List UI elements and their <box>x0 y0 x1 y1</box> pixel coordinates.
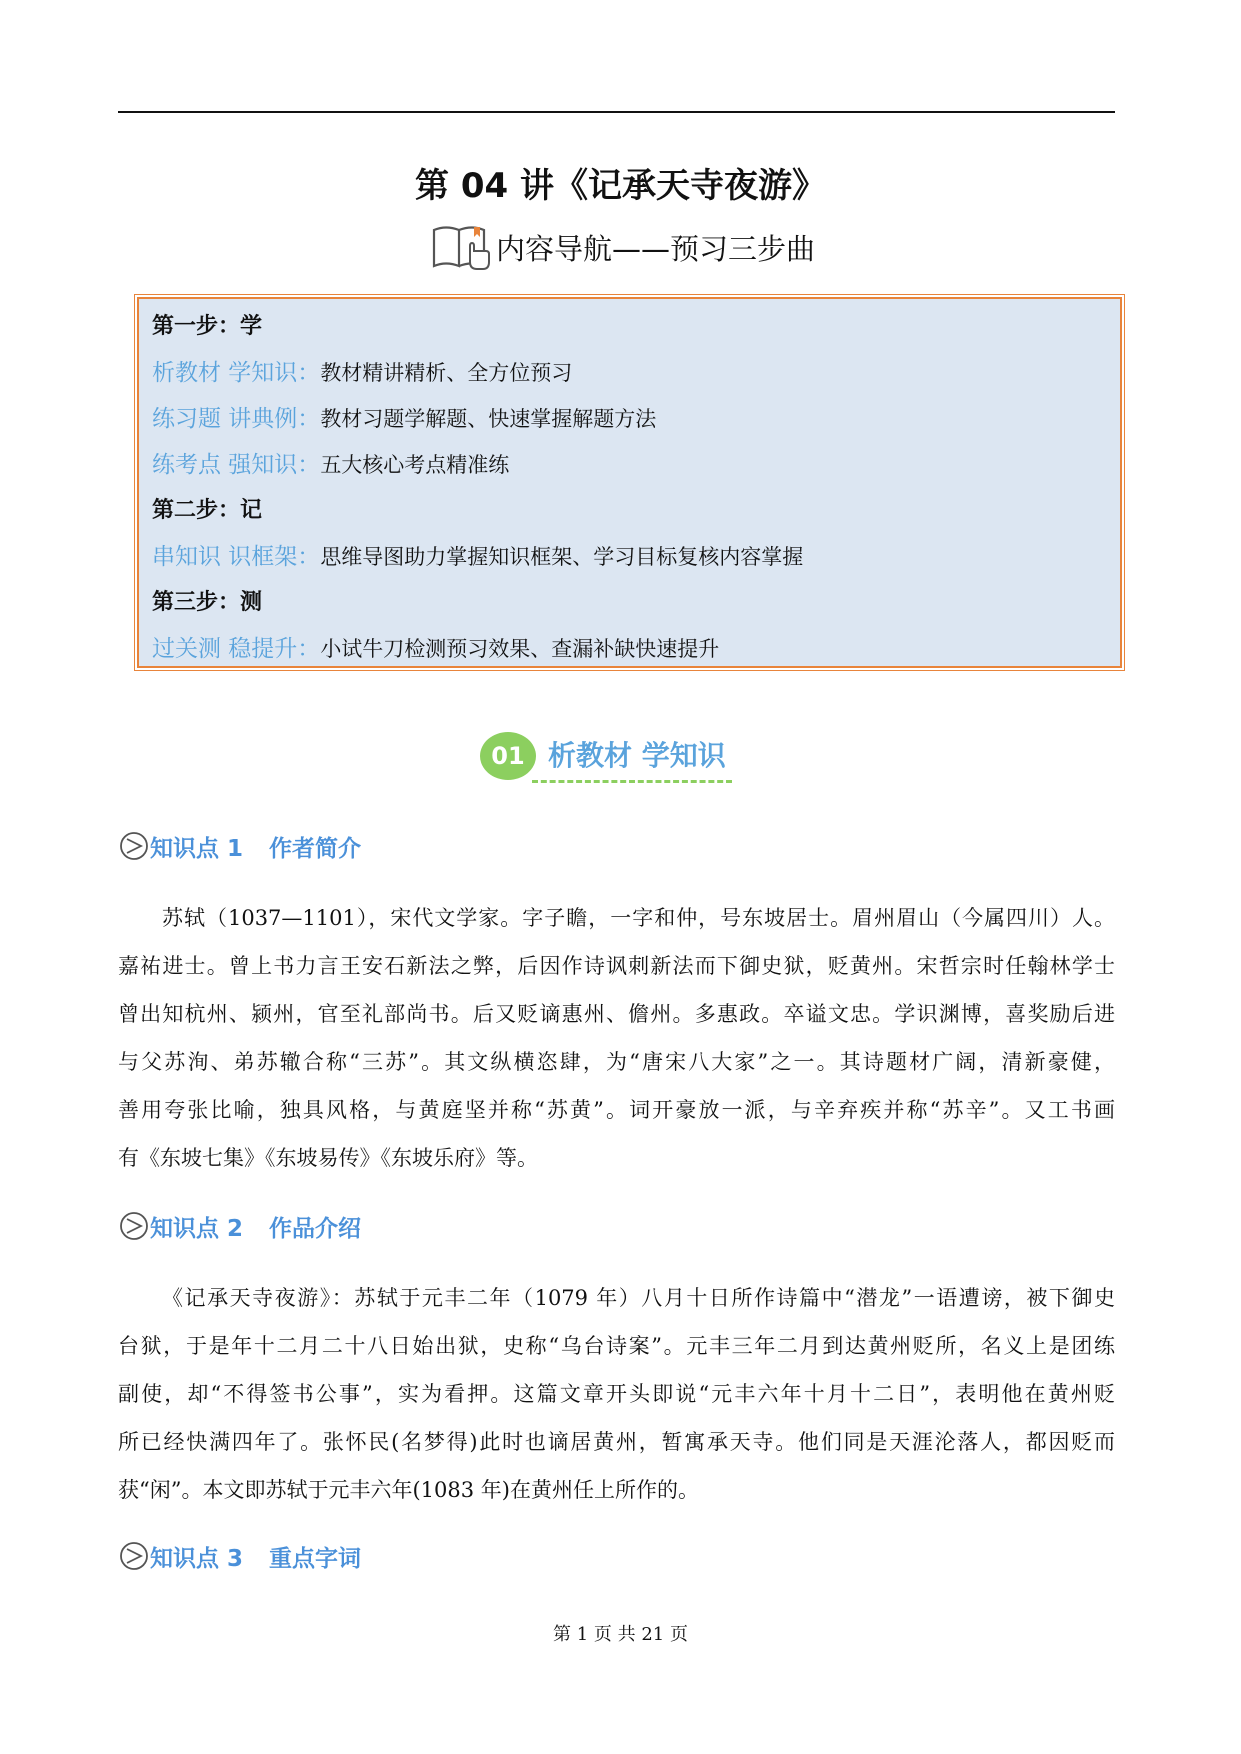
page-title: 第 04 讲《记承天寺夜游》 <box>415 166 826 206</box>
knowledge-point-label: 知识点 2 <box>150 1215 244 1242</box>
top-rule <box>118 111 1115 113</box>
step-item <box>152 629 719 669</box>
step-heading: 第一步：学 <box>152 314 263 339</box>
arrow-circle-icon <box>118 830 150 862</box>
step-item <box>152 445 509 485</box>
preview-steps-box <box>137 297 1122 668</box>
section-badge <box>480 728 760 788</box>
book-pointer-icon <box>430 222 492 272</box>
step-item-desc: 思维导图助力掌握知识框架、学习目标复核内容掌握 <box>320 545 804 569</box>
author-intro-paragraph <box>118 894 1115 1182</box>
section-underline <box>532 780 732 783</box>
step-item-key: 练习题 讲典例： <box>152 406 321 432</box>
paragraph-line: 所已经快满四年了。张怀民(名梦得)此时也谪居黄州，暂寓承天寺。他们同是天涯沦落人，都因贬而 <box>118 1430 1115 1454</box>
knowledge-point-heading <box>118 1536 361 1576</box>
step-item-desc: 教材精讲精析、全方位预习 <box>320 361 573 385</box>
paragraph-line: 苏轼（1037—1101），宋代文学家。字子瞻，一字和仲，号东坡居士。眉州眉山（今属四川）人。 <box>162 906 1115 930</box>
knowledge-point-label: 知识点 1 <box>150 835 244 862</box>
paragraph-line: 副使，却“不得签书公事”，实为看押。这篇文章开头即说“元丰六年十月十二日”，表明他在黄州贬 <box>118 1382 1115 1406</box>
paragraph-line: 有《东坡七集》《东坡易传》《东坡乐府》等。 <box>118 1146 538 1170</box>
paragraph-line: 《记承天寺夜游》：苏轼于元丰二年（1079 年）八月十日所作诗篇中“潜龙”一语遭谤，被下御史 <box>162 1286 1115 1310</box>
section-number: 01 <box>480 732 536 780</box>
paragraph-line: 嘉祐进士。曾上书力言王安石新法之弊，后因作诗讽刺新法而下御史狱，贬黄州。宋哲宗时任翰林学士 <box>118 954 1115 978</box>
page-footer: 第 1 页 共 21 页 <box>553 1624 688 1645</box>
step-heading: 第二步：记 <box>152 498 263 523</box>
knowledge-point-title: 作者简介 <box>269 835 362 862</box>
paragraph-line: 台狱，于是年十二月二十八日始出狱，史称“乌台诗案”。元丰三年二月到达黄州贬所，名义上是团练 <box>118 1334 1115 1358</box>
step-item <box>152 537 803 577</box>
knowledge-point-heading <box>118 1206 361 1246</box>
step-item-key: 过关测 稳提升： <box>152 636 321 662</box>
paragraph-line: 与父苏洵、弟苏辙合称“三苏”。其文纵横恣肆，为“唐宋八大家”之一。其诗题材广阔，清新豪健， <box>118 1050 1115 1074</box>
step-item <box>152 399 656 439</box>
step-item-key: 析教材 学知识： <box>152 360 321 386</box>
nav-heading-text: 内容导航——预习三步曲 <box>496 231 816 266</box>
step-item-desc: 五大核心考点精准练 <box>320 453 510 477</box>
step-item-key: 练考点 强知识： <box>152 452 321 478</box>
step-item <box>152 353 572 393</box>
step-item-desc: 教材习题学解题、快速掌握解题方法 <box>320 407 657 431</box>
paragraph-line: 善用夸张比喻，独具风格，与黄庭坚并称“苏黄”。词开豪放一派，与辛弃疾并称“苏辛”。又工书画 <box>118 1098 1115 1122</box>
knowledge-point-heading <box>118 826 361 866</box>
work-intro-paragraph <box>118 1274 1115 1514</box>
step-heading: 第三步：测 <box>152 590 263 615</box>
arrow-circle-icon <box>118 1210 150 1242</box>
section-title: 析教材 学知识 <box>548 739 726 772</box>
step-item-desc: 小试牛刀检测预习效果、查漏补缺快速提升 <box>320 637 720 661</box>
knowledge-point-label: 知识点 3 <box>150 1545 244 1572</box>
knowledge-point-title: 作品介绍 <box>269 1215 362 1242</box>
step-item-key: 串知识 识框架： <box>152 544 321 570</box>
nav-heading <box>430 222 815 272</box>
paragraph-line: 曾出知杭州、颍州，官至礼部尚书。后又贬谪惠州、儋州。多惠政。卒谥文忠。学识渊博，喜奖励后进 <box>118 1002 1115 1026</box>
paragraph-line: 获“闲”。本文即苏轼于元丰六年(1083 年)在黄州任上所作的。 <box>118 1478 699 1502</box>
arrow-circle-icon <box>118 1540 150 1572</box>
knowledge-point-title: 重点字词 <box>269 1545 362 1572</box>
